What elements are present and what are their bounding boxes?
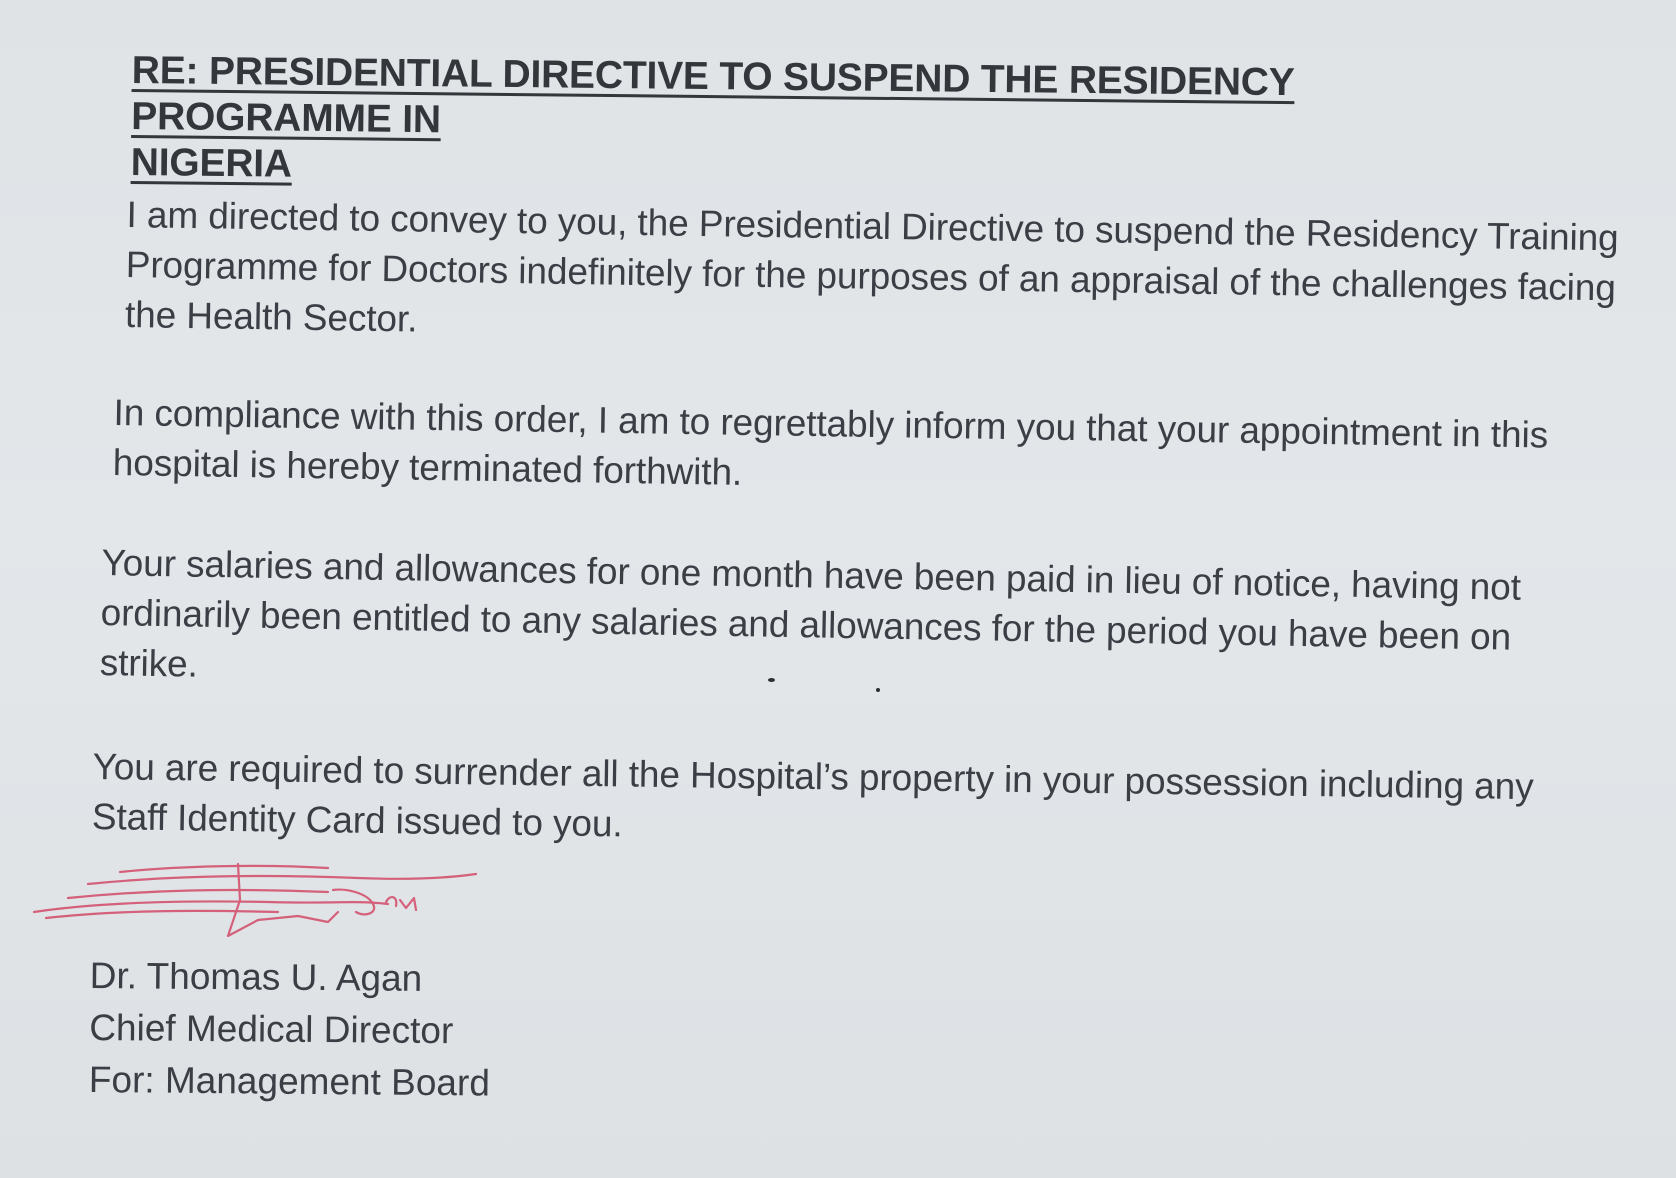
subject-line-2: NIGERIA xyxy=(130,140,293,186)
letter-subject xyxy=(131,48,1552,201)
paragraph-surrender-property: You are required to surrender all the Hospital’s property in your possession including any Staff Identity Card issued to you. xyxy=(91,745,1534,845)
ink-speck xyxy=(768,678,775,682)
signatory-on-behalf-of: For: Management Board xyxy=(88,1058,491,1104)
handwritten-signature xyxy=(28,860,488,960)
paragraph-termination: In compliance with this order, I am to regrettably inform you that your appointment in this hospital is hereby terminated forthwith. xyxy=(112,391,1549,493)
subject-line-1: RE: PRESIDENTIAL DIRECTIVE TO SUSPEND THE RESIDENCY PROGRAMME IN xyxy=(131,48,1295,142)
ink-speck xyxy=(876,688,880,692)
paragraph-directive: I am directed to convey to you, the Presidential Directive to suspend the Residency Training Programme for Doctors indefinitely for the purposes of an appraisal of the challenges facing the Health Sector. xyxy=(124,193,1619,340)
paragraph-salaries: Your salaries and allowances for one month have been paid in lieu of notice, having not ordinarily been entitled to any salaries and allowances for the period you have been on strike. xyxy=(99,541,1522,685)
signatory-title: Chief Medical Director xyxy=(89,1006,454,1052)
signatory-block xyxy=(89,950,491,1109)
signatory-name: Dr. Thomas U. Agan xyxy=(89,954,423,999)
